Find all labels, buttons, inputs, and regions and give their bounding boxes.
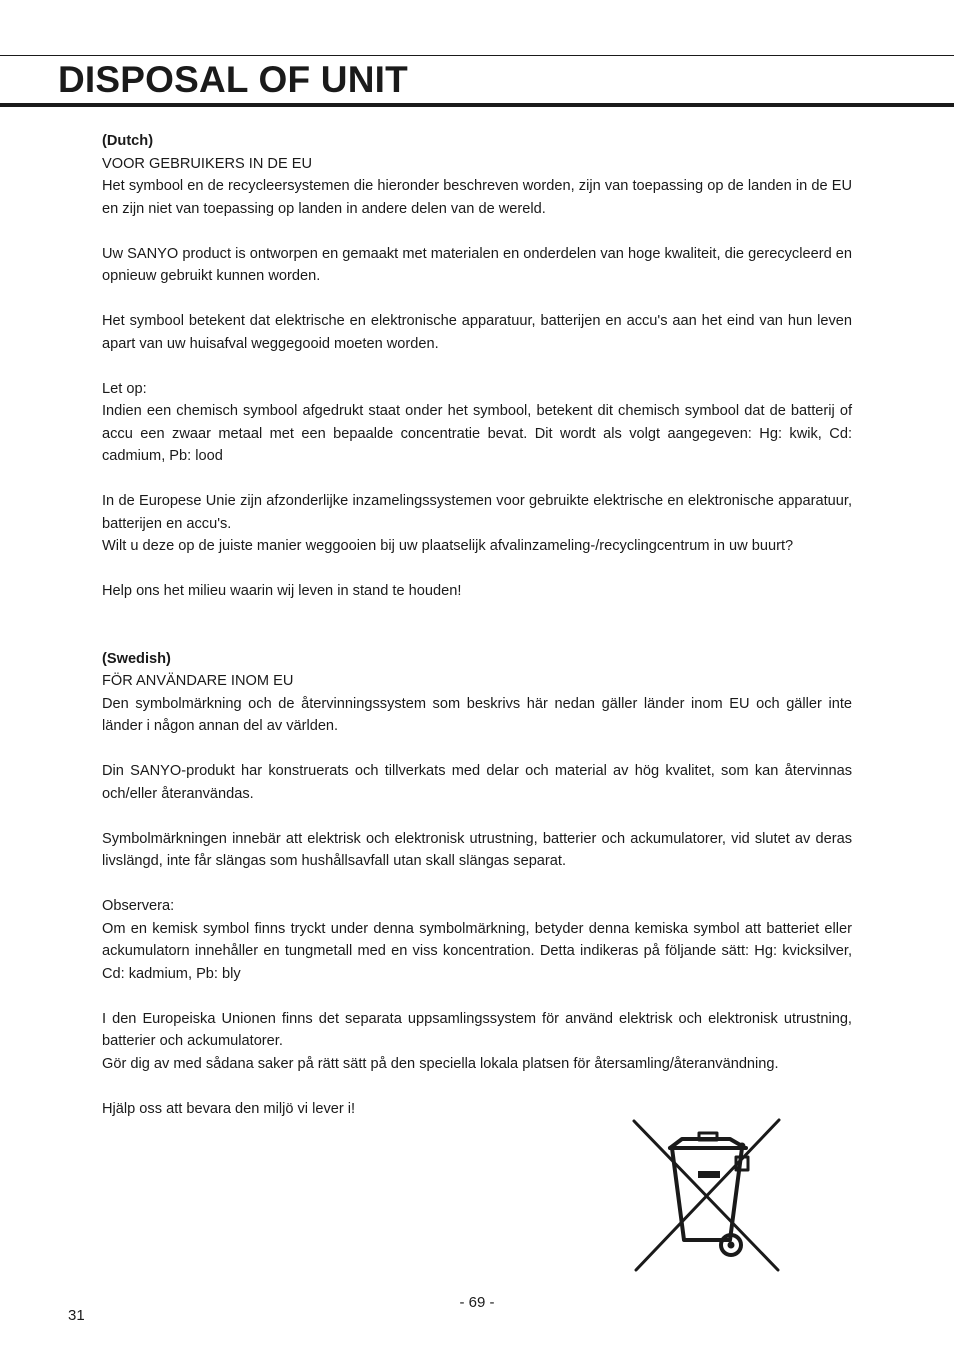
dutch-paragraph: [102, 153, 852, 221]
header-top-rule: [0, 55, 954, 56]
paragraph-line: Den symbolmärkning och de återvinningssystem som beskrivs här nedan gäller länder inom EU och gäller inte länder i någon annan del av världen.: [102, 695, 852, 734]
swedish-paragraph: [102, 1008, 852, 1076]
paragraph-line: Het symbool en de recycleersystemen die hieronder beschreven worden, zijn van toepassing op de landen in de EU en zijn niet van toepassing op landen in andere delen van de wereld.: [102, 178, 852, 217]
paragraph-line: Let op:: [102, 380, 147, 397]
paragraph-line: Wilt u deze op de juiste manier weggooien bij uw plaatselijk afvalinzameling-/recyclingcentrum in uw buurt?: [102, 538, 794, 554]
dutch-paragraph: [102, 310, 852, 355]
section-swedish: [102, 648, 852, 1121]
page-title: DISPOSAL OF UNIT: [58, 59, 408, 100]
section-heading-dutch: (Dutch): [102, 133, 154, 149]
section-dutch: [102, 130, 852, 603]
paragraph-line: In de Europese Unie zijn afzonderlijke inzamelingssystemen voor gebruikte elektrische en elektronische apparatuur, batterijen en accu's.: [102, 493, 852, 532]
paragraph-line: Uw SANYO product is ontworpen en gemaakt met materialen en onderdelen van hoge kwaliteit, die gerecycleerd en opnieuw gebruikt kunnen worden.: [102, 245, 852, 284]
header-bottom-rule: [0, 103, 954, 107]
paragraph-line: Gör dig av med sådana saker på rätt sätt på den speciella lokala platsen för återsamling/återanvändning.: [102, 1055, 779, 1072]
dutch-paragraph: [102, 490, 852, 558]
swedish-paragraph: [102, 828, 852, 873]
dutch-paragraph: [102, 243, 852, 288]
dutch-paragraph: [102, 378, 852, 468]
dutch-paragraph: [102, 580, 852, 603]
paragraph-line: Din SANYO-produkt har konstruerats och tillverkats med delar och material av hög kvalitet, som kan återvinnas och/eller återanvändas.: [102, 763, 852, 802]
paragraph-line: Help ons het milieu waarin wij leven in stand te houden!: [102, 583, 462, 599]
paragraph-line: VOOR GEBRUIKERS IN DE EU: [102, 155, 313, 172]
paragraph-line: Indien een chemisch symbool afgedrukt staat onder het symbool, betekent dit chemisch symbool dat de batterij of accu een zwaar metaal met een bepaalde concentratie bevat. Dit wordt als volgt aangegeven: Hg: kwik, Cd: cadmium, Pb: lood: [102, 403, 852, 464]
sheet-number: 31: [68, 1307, 85, 1324]
paragraph-line: Om en kemisk symbol finns tryckt under denna symbolmärkning, betyder denna kemiska symbol att batteriet eller ackumulatorn innehåller en tungmetall med en viss koncentration. Detta indikeras på följande sätt: Hg: kvicksilver, Cd: kadmium, Pb: bly: [102, 920, 852, 982]
page-number: - 69 -: [459, 1294, 495, 1311]
paragraph-line: I den Europeiska Unionen finns det separata uppsamlingssystem för använd elektrisk och elektronisk utrustning, batterier och ackumulatorer.: [102, 1010, 852, 1049]
paragraph-line: Het symbool betekent dat elektrische en elektronische apparatuur, batterijen en accu's aan het eind van hun leven apart van uw huisafval weggegooid moeten worden.: [102, 313, 852, 352]
paragraph-line: Hjälp oss att bevara den miljö vi lever i!: [102, 1100, 356, 1117]
swedish-paragraph: [102, 670, 852, 738]
section-heading-swedish: (Swedish): [102, 650, 171, 667]
paragraph-line: Symbolmärkningen innebär att elektrisk och elektronisk utrustning, batterier och ackumulatorer, vid slutet av deras livslängd, inte får slängas som hushållsavfall utan skall slängas separat.: [102, 830, 852, 869]
document-body: [102, 130, 852, 1120]
crossed-out-wheelie-bin-icon: [632, 1118, 782, 1273]
swedish-paragraph: [102, 1098, 852, 1121]
paragraph-line: FÖR ANVÄNDARE INOM EU: [102, 673, 294, 689]
swedish-paragraph: [102, 760, 852, 805]
swedish-paragraph: [102, 895, 852, 985]
paragraph-line: Observera:: [102, 898, 175, 914]
